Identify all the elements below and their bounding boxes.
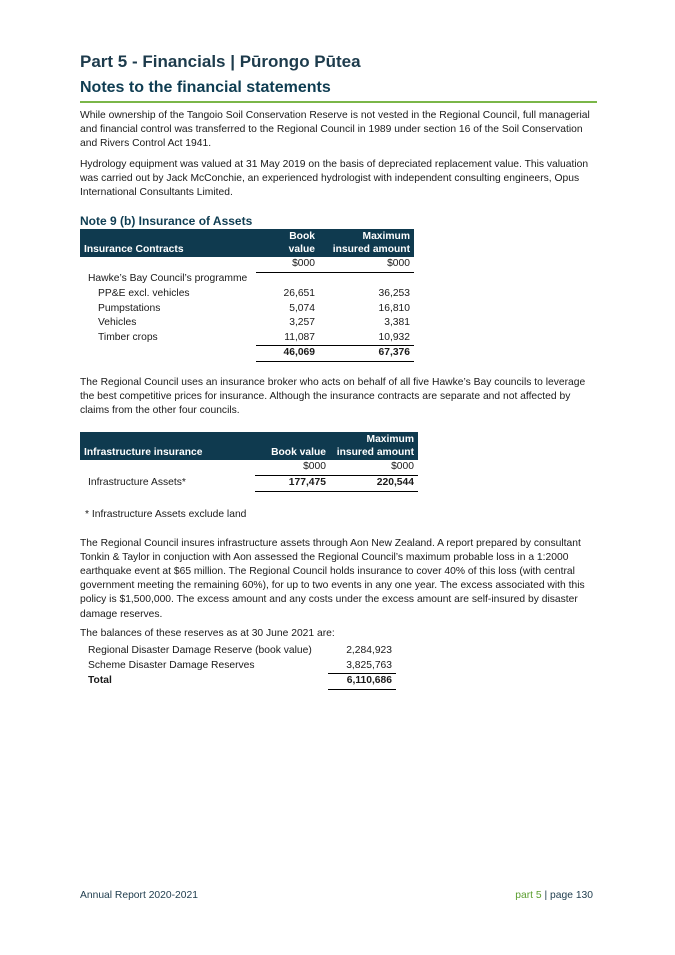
footer-page-ref [515, 890, 593, 901]
table-row: Pumpstations 5,074 16,810 [98, 302, 410, 314]
col-header-infrastructure: Infrastructure insurance [80, 432, 255, 460]
table-row: Vehicles 3,257 3,381 [98, 317, 410, 329]
unit-cell: $000 [256, 257, 319, 272]
total-row [80, 674, 396, 690]
table-row: PP&E excl. vehicles 26,651 36,253 [98, 287, 410, 299]
total-row [80, 346, 414, 362]
table-row: Scheme Disaster Damage Reserves 3,825,763 [80, 659, 396, 674]
col-header-book-value: Book value [256, 229, 319, 257]
col-header-contracts: Insurance Contracts [80, 229, 256, 257]
paragraph-tangoio: While ownership of the Tangoio Soil Conservation Reserve is not vested in the Regional Council, full managerial and financial control was transferred to the Regional Council in 1989 under section 16 of the Soil Conservation and Rivers Control Act 1941. [80, 110, 590, 150]
infra-book-value: 177,475 [255, 476, 330, 492]
paragraph-broker: The Regional Council uses an insurance broker who acts on behalf of all five Hawke’s Bay councils to leverage the best competitive prices for insurance. Although the insurance contracts are separate and not affected by claims from the other four councils. [80, 376, 586, 417]
total-max-insured: 67,376 [319, 346, 414, 362]
infrastructure-insurance-table [80, 432, 418, 491]
group-row [80, 272, 414, 287]
paragraph-balances: The balances of these reserves as at 30 June 2021 are: [80, 627, 335, 639]
units-row [80, 257, 414, 272]
footer-page-number: page 130 [550, 890, 593, 901]
paragraph-hydrology: Hydrology equipment was valued at 31 May 2019 on the basis of depreciated replacement value. This valuation was carried out by Jack McConchie, an experienced hydrologist with independent consulting engineers, Opus International Consultants Limited. [80, 158, 589, 199]
part-title: Part 5 - Financials | Pūrongo Pūtea [80, 52, 361, 71]
total-label: Total [88, 675, 112, 687]
table-row [80, 476, 418, 492]
total-value: 6,110,686 [328, 674, 396, 690]
total-book-value: 46,069 [256, 346, 319, 362]
table-header-row [80, 229, 414, 257]
group-label: Hawke’s Bay Council’s programme [88, 273, 248, 285]
section-title: Notes to the financial statements [80, 79, 331, 96]
col-header-max-insured: Maximum insured amount [330, 432, 418, 460]
footer-separator: | [544, 890, 548, 901]
infra-max-insured: 220,544 [330, 476, 418, 492]
unit-cell: $000 [255, 460, 330, 475]
units-row [80, 460, 418, 475]
col-header-max-insured: Maximum insured amount [319, 229, 414, 257]
unit-cell: $000 [319, 257, 414, 272]
page-content [80, 50, 597, 690]
footer-report-title: Annual Report 2020-2021 [80, 890, 198, 901]
unit-cell: $000 [330, 460, 418, 475]
table-header-row [80, 432, 418, 460]
table-row: Regional Disaster Damage Reserve (book value) 2,284,923 [88, 645, 392, 657]
table-row: Timber crops 11,087 10,932 [80, 331, 414, 346]
footer-part: part 5 [515, 890, 542, 901]
insurance-contracts-table [80, 229, 414, 362]
reserves-table [80, 644, 396, 690]
note-title: Note 9 (b) Insurance of Assets [80, 214, 253, 229]
paragraph-aon: The Regional Council insures infrastructure assets through Aon New Zealand. A report prepared by consultant Tonkin & Taylor in conjuction with Aon assessed the Regional Council’s maximum probable loss in a 1:2000 earthquake event at $65 million. The Regional Council holds insurance to cover 40% of this loss (with central government meeting the remaining 60%), for up to two events in any one year. The excess associated with this policy is $1,500,000. The excess amount and any costs under the excess amount are self-insured by disaster damage reserves. [80, 537, 585, 620]
footnote: * Infrastructure Assets exclude land [85, 508, 247, 520]
section-divider [80, 101, 597, 103]
col-header-book-value: Book value [255, 432, 330, 460]
row-label: Infrastructure Assets* [88, 477, 186, 489]
